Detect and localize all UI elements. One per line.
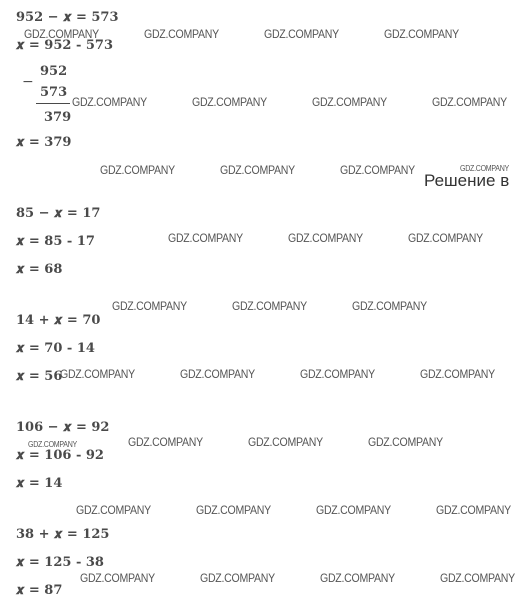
watermark: GDZ.COMPANY xyxy=(220,163,295,177)
watermark: GDZ.COMPANY xyxy=(100,163,175,177)
watermark: GDZ.COMPANY xyxy=(72,95,147,109)
column-difference: 379 xyxy=(44,110,72,125)
watermark: GDZ.COMPANY xyxy=(288,231,363,245)
column-subtrahend: 573 xyxy=(40,85,68,100)
watermark: GDZ.COMPANY xyxy=(316,503,391,517)
equation-3-line-1: 14 + 𝒙 = 70 xyxy=(16,313,101,328)
watermark: GDZ.COMPANY xyxy=(24,27,99,41)
equation-1-line-3: 𝒙 = 379 xyxy=(16,135,72,150)
watermark: GDZ.COMPANY xyxy=(232,299,307,313)
equation-1-line-1: 952 − 𝒙 = 573 xyxy=(16,10,119,25)
column-minuend: 952 xyxy=(40,64,68,79)
equation-2-line-1: 85 − 𝒙 = 17 xyxy=(16,206,101,221)
watermark: GDZ.COMPANY xyxy=(368,435,443,449)
watermark: GDZ.COMPANY xyxy=(196,503,271,517)
solution-banner-text: Решение в xyxy=(424,171,510,190)
equation-5-line-2: 𝒙 = 125 - 38 xyxy=(16,555,104,570)
watermark: GDZ.COMPANY xyxy=(320,571,395,585)
equation-3-line-2: 𝒙 = 70 - 14 xyxy=(16,341,95,356)
watermark: GDZ.COMPANY xyxy=(312,95,387,109)
column-minus-sign: − xyxy=(22,74,34,90)
watermark: GDZ.COMPANY xyxy=(432,95,507,109)
equation-5-line-1: 38 + 𝒙 = 125 xyxy=(16,527,110,542)
watermark: GDZ.COMPANY xyxy=(300,367,375,381)
watermark-small: GDZ.COMPANY xyxy=(28,440,77,449)
watermark: GDZ.COMPANY xyxy=(352,299,427,313)
equation-4-line-3: 𝒙 = 14 xyxy=(16,476,63,491)
watermark: GDZ.COMPANY xyxy=(80,571,155,585)
watermark: GDZ.COMPANY xyxy=(200,571,275,585)
watermark: GDZ.COMPANY xyxy=(192,95,267,109)
watermark: GDZ.COMPANY xyxy=(248,435,323,449)
watermark: GDZ.COMPANY xyxy=(384,27,459,41)
watermark: GDZ.COMPANY xyxy=(408,231,483,245)
watermark: GDZ.COMPANY xyxy=(264,27,339,41)
equation-5-line-3: 𝒙 = 87 xyxy=(16,583,63,598)
watermark: GDZ.COMPANY xyxy=(440,571,515,585)
watermark: GDZ.COMPANY xyxy=(144,27,219,41)
equation-4-line-2: 𝒙 = 106 - 92 xyxy=(16,448,104,463)
watermark: GDZ.COMPANY xyxy=(420,367,495,381)
watermark: GDZ.COMPANY xyxy=(180,367,255,381)
equation-3-line-3: 𝒙 = 56 xyxy=(16,369,63,384)
equation-1-line-2: 𝒙 = 952 - 573 xyxy=(16,38,114,53)
watermark: GDZ.COMPANY xyxy=(436,503,511,517)
watermark: GDZ.COMPANY xyxy=(128,435,203,449)
watermark-small: GDZ.COMPANY xyxy=(460,164,509,173)
watermark: GDZ.COMPANY xyxy=(168,231,243,245)
equation-4-line-1: 106 − 𝒙 = 92 xyxy=(16,420,110,435)
column-divider-line xyxy=(36,103,70,104)
watermark: GDZ.COMPANY xyxy=(112,299,187,313)
watermark: GDZ.COMPANY xyxy=(76,503,151,517)
watermark: GDZ.COMPANY xyxy=(60,367,135,381)
equation-2-line-2: 𝒙 = 85 - 17 xyxy=(16,234,95,249)
watermark: GDZ.COMPANY xyxy=(340,163,415,177)
equation-2-line-3: 𝒙 = 68 xyxy=(16,262,63,277)
